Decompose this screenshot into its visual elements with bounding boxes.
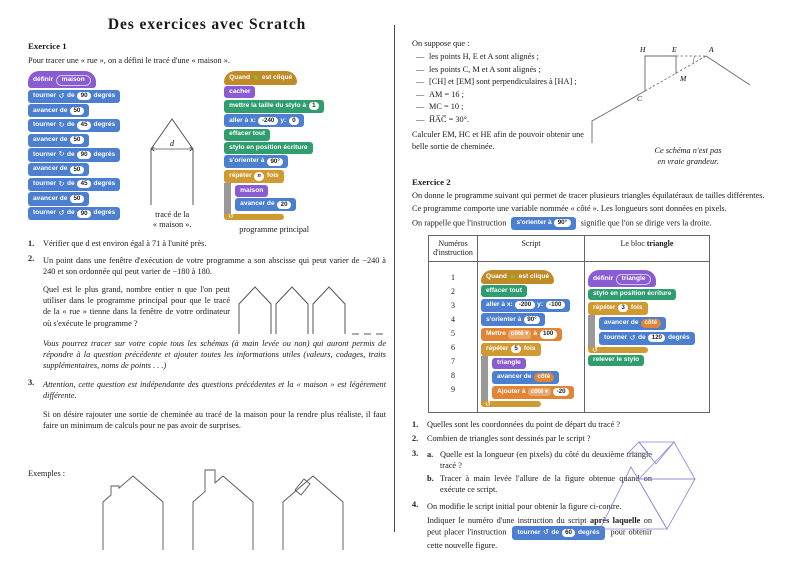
block-text: de bbox=[637, 333, 646, 341]
diagram-caption: Ce schéma n'est pas en vraie grandeur. bbox=[654, 146, 722, 166]
dash-marker: — bbox=[416, 64, 425, 74]
value-oval: 90 bbox=[77, 210, 91, 218]
question-3-warning: Attention, cette question est indépendante des questions précédentes et la « maison » est légèrement différente. bbox=[43, 379, 386, 401]
instruction-numbers-cell: 1 2 3 4 5 6 7 8 9 bbox=[429, 261, 478, 412]
question-2-paragraph-1: Un point dans une fenêtre d'exécution de votre programme a son abscisse qui peut varier de −240 à 240 et son ordonnée qui peut varier de −180 à 180. bbox=[43, 255, 386, 277]
scratch-c-block bbox=[224, 170, 324, 220]
hypothesis-item: — H̅A̅C̅ = 30°. bbox=[416, 114, 470, 124]
block-text: fois bbox=[266, 172, 279, 180]
block-text: avancer de bbox=[240, 200, 275, 208]
block-text: Quand bbox=[486, 273, 507, 281]
dash-marker: — bbox=[416, 77, 425, 87]
block-text: fois bbox=[523, 344, 536, 352]
block-text: avancer de bbox=[33, 106, 68, 114]
question-3a: a. Quelle est la longueur (en pixels) du côté du deuxième triangle tracé ? bbox=[427, 449, 652, 471]
ccw-icon: ↺ bbox=[629, 334, 636, 342]
block-text: avancer de bbox=[33, 165, 68, 173]
value-oval: 90 bbox=[77, 151, 91, 159]
scratch-block-blue bbox=[28, 148, 120, 161]
variable-reporter: côté bbox=[641, 319, 661, 327]
scratch-block-blue bbox=[224, 114, 304, 127]
variable-dropdown: côté ▾ bbox=[508, 330, 531, 338]
block-text: de bbox=[551, 528, 560, 536]
block-text: effacer tout bbox=[229, 130, 266, 138]
col-header-numbers: Numéros d'instruction bbox=[429, 235, 478, 261]
question-3-text: Si on désire rajouter une sortie de cheminée au tracé de la maison pour la rendre plus réaliste, il faut faire un minimum de calculs pour ne pas avoir de surprises. bbox=[43, 409, 386, 431]
block-text: répéter bbox=[229, 172, 252, 180]
main-program-column bbox=[224, 71, 324, 235]
scratch-block-blue bbox=[28, 207, 120, 220]
scratch-block-blue bbox=[511, 217, 575, 230]
scratch-block-blue bbox=[28, 90, 120, 103]
house-d-label: d bbox=[170, 138, 175, 148]
block-text: aller à x: bbox=[486, 300, 513, 308]
scratch-block-green bbox=[588, 355, 644, 367]
dash-marker: — bbox=[416, 102, 425, 112]
definition-name: triangle bbox=[616, 274, 652, 285]
triangle-block-cell bbox=[585, 261, 710, 412]
examples-label: Exemples : bbox=[28, 468, 66, 478]
block-text: de bbox=[66, 91, 75, 99]
value-oval: 120 bbox=[648, 334, 665, 342]
main-program-script bbox=[224, 71, 324, 220]
left-question-3 bbox=[28, 377, 386, 434]
point-A-label: A bbox=[709, 45, 714, 54]
scratch-block-blue bbox=[28, 119, 120, 132]
scratch-block-blue bbox=[599, 332, 695, 345]
question-4-body: Indiquer le numéro d'une instruction du script après laquelle on peut placer l'instruction tourner ↺ de 60 degrés pour obtenir cette nouvelle figure. bbox=[427, 515, 653, 550]
point-H-label: H bbox=[640, 45, 646, 54]
scratch-block-blue bbox=[235, 198, 296, 211]
value-oval: 3 bbox=[618, 304, 628, 312]
block-text: s'orienter à bbox=[229, 157, 265, 165]
block-text: y: bbox=[280, 116, 287, 124]
value-oval: 20 bbox=[277, 201, 291, 209]
maison-definition-script bbox=[28, 71, 120, 235]
scratch-block-green bbox=[224, 100, 324, 113]
block-text: est cliqué bbox=[518, 273, 550, 281]
col-header-triangle: Le bloc triangle bbox=[585, 235, 710, 261]
question-3b: b. Tracer à main levée l'allure de la figure obtenue quand on exécute ce script. bbox=[427, 473, 652, 495]
c-block-body bbox=[224, 183, 324, 214]
hypotheses-text bbox=[412, 36, 584, 168]
question-number: 3. bbox=[28, 377, 35, 387]
left-question-2 bbox=[28, 253, 386, 374]
scratch-block-blue bbox=[492, 371, 559, 384]
scratch-block-purple bbox=[224, 86, 255, 98]
chimney-diagram bbox=[588, 36, 788, 144]
exercise1-intro: Pour tracer une « rue », on a défini le tracé d'une « maison ». bbox=[28, 55, 230, 65]
block-text: degrés bbox=[93, 91, 116, 99]
point-C-label: C bbox=[637, 94, 643, 103]
block-text: avancer de bbox=[33, 135, 68, 143]
definition-name: maison bbox=[56, 75, 91, 86]
page-title: Des exercices avec Scratch bbox=[107, 16, 307, 33]
variable-reporter: côté bbox=[534, 373, 554, 381]
block-text: s'orienter à bbox=[486, 315, 522, 323]
value-oval: -200 bbox=[515, 301, 534, 309]
right-page bbox=[412, 0, 786, 556]
scratch-block-blue bbox=[224, 155, 288, 168]
flag-icon: ⚑ bbox=[509, 272, 517, 282]
block-text: Mettre bbox=[486, 330, 506, 338]
block-text: triangle bbox=[497, 359, 521, 367]
block-text: tourner bbox=[33, 180, 57, 188]
hypotheses-list bbox=[416, 51, 584, 125]
point-E-label: E bbox=[672, 45, 677, 54]
block-text: mettre la taille du stylo à bbox=[229, 101, 307, 109]
scratch-block-purple bbox=[235, 185, 268, 197]
value-oval: 50 bbox=[70, 195, 84, 203]
main-program-caption: programme principal bbox=[239, 224, 310, 234]
scratch-block-purple bbox=[28, 71, 96, 88]
value-oval: 90° bbox=[524, 316, 540, 324]
right-question-4: 4. On modifie le script initial pour obtenir la figure ci-contre. Indiquer le numéro d'une instruction du script après laquelle on peut placer l'instruction tourner ↺ de 60 degrés pour obtenir cette nouvelle figure. bbox=[412, 500, 653, 550]
suppose-intro: On suppose que : bbox=[412, 39, 470, 48]
block-text: de bbox=[66, 180, 75, 188]
block-text: de bbox=[66, 121, 75, 129]
scratch-block-purple bbox=[492, 358, 526, 370]
script-cell bbox=[478, 261, 585, 412]
question-text: Vérifier que d est environ égal à 71 à l'unité près. bbox=[43, 239, 207, 249]
scratch-block-green bbox=[588, 289, 676, 301]
block-text: degrés bbox=[93, 150, 116, 158]
block-text: tourner bbox=[33, 209, 57, 217]
block-text: avancer de bbox=[33, 194, 68, 202]
right-question-1: 1. Quelles sont les coordonnées du point de départ du tracé ? bbox=[412, 419, 621, 429]
ccw-icon: ↺ bbox=[58, 210, 65, 218]
block-text: degrés bbox=[667, 333, 690, 341]
value-oval: 90° bbox=[554, 219, 570, 227]
house-figure-column bbox=[128, 107, 216, 235]
script-table bbox=[428, 235, 710, 413]
value-oval: -20 bbox=[553, 388, 569, 396]
value-oval: -240 bbox=[258, 117, 277, 125]
block-text: tourner bbox=[517, 528, 541, 536]
hypothesis-item: — les points H, E et A sont alignés ; bbox=[416, 52, 539, 62]
scratch-block-blue bbox=[481, 313, 545, 326]
orient-block-inline bbox=[511, 217, 575, 230]
value-oval: 50 bbox=[70, 107, 84, 115]
scratch-block-control bbox=[588, 302, 648, 315]
page-divider bbox=[394, 25, 395, 532]
value-oval: 100 bbox=[540, 330, 557, 338]
house-figure bbox=[139, 107, 205, 207]
block-text: répéter bbox=[486, 344, 509, 352]
table-body-row bbox=[429, 261, 710, 412]
dash-marker: — bbox=[416, 114, 425, 124]
value-oval: 60 bbox=[562, 529, 576, 537]
scratch-c-block bbox=[588, 302, 706, 354]
hypothesis-item: — les points C, M et A sont alignés ; bbox=[416, 64, 541, 74]
block-text: relever le stylo bbox=[593, 356, 640, 364]
block-text: tourner bbox=[33, 91, 57, 99]
scratch-block-green bbox=[224, 129, 270, 141]
scratch-block-blue bbox=[28, 192, 89, 205]
hypotheses-section bbox=[412, 36, 786, 168]
value-oval: 45 bbox=[77, 180, 91, 188]
exercise2-paragraph-1: On donne le programme suivant qui permet de tracer plusieurs triangles équilatéraux de tailles différentes. bbox=[412, 190, 765, 200]
house-caption: tracé de la « maison ». bbox=[152, 209, 192, 230]
exercise2-questions bbox=[412, 419, 786, 553]
block-text: Ajouter à bbox=[497, 387, 526, 395]
cw-icon: ↻ bbox=[58, 151, 65, 159]
exercise1-blocks-row bbox=[28, 71, 386, 235]
value-oval: 5 bbox=[511, 345, 521, 353]
block-text: stylo en position écriture bbox=[593, 290, 672, 298]
block-text: répéter bbox=[593, 303, 616, 311]
value-oval: 0 bbox=[289, 117, 299, 125]
scratch-block-blue bbox=[28, 104, 89, 117]
scratch-block-var bbox=[492, 386, 574, 399]
block-text: maison bbox=[240, 186, 264, 194]
question-number: 2. bbox=[28, 253, 35, 263]
right-question-3: 3. a. Quelle est la longueur (en pixels) du côté du deuxième triangle tracé ? b. Tracer à main levée l'allure de la figure obtenue quand on exécute ce script. bbox=[412, 448, 652, 495]
loop-arrow-icon: ↺ bbox=[224, 214, 284, 220]
scratch-block-var bbox=[481, 328, 562, 341]
scratch-block-green bbox=[224, 142, 312, 154]
turn-60-block-inline bbox=[512, 526, 604, 539]
block-text: avancer de bbox=[604, 319, 639, 327]
rue-figure bbox=[236, 282, 386, 336]
question-2-paragraph-2: Quel est le plus grand, nombre entier n que l'on peut utiliser dans le programme principal pour que le tracé de la « rue » tienne dans la fenêtre de votre ordinateur où s'exécute le programme ? bbox=[43, 284, 230, 328]
left-page bbox=[28, 0, 386, 552]
block-text: de bbox=[66, 150, 75, 158]
ccw-icon: ↺ bbox=[542, 529, 549, 537]
exercise2-paragraph-3: On rappelle que l'instruction s'orienter à 90° signifie que l'on se dirige vers la droite. bbox=[412, 217, 786, 230]
scratch-block-green bbox=[481, 285, 527, 297]
value-oval: 1 bbox=[309, 102, 319, 110]
scratch-block-event bbox=[481, 270, 554, 284]
question-body bbox=[43, 377, 386, 434]
value-oval: n bbox=[254, 172, 264, 180]
hypothesis-item: — MC = 10 ; bbox=[416, 102, 464, 112]
block-text: y: bbox=[537, 300, 544, 308]
scratch-block-blue bbox=[512, 526, 604, 539]
block-text: degrés bbox=[93, 121, 116, 129]
scratch-block-blue bbox=[599, 317, 666, 330]
block-text: définir bbox=[593, 274, 614, 282]
question-number: 1. bbox=[28, 239, 35, 249]
block-text: de bbox=[66, 209, 75, 217]
table-header-row bbox=[429, 235, 710, 261]
hypothesis-item: — AM = 16 ; bbox=[416, 89, 464, 99]
exercise2-heading: Exercice 2 bbox=[412, 176, 451, 187]
question-2-note: Vous pourrez tracer sur votre copie tous les schémas (à main levée ou non) qui auront permis de répondre à la question précédente et ajouter toutes les informations utiles (valeurs, codages, traits supplémentaires, noms de points . . .) bbox=[43, 338, 386, 371]
block-text: avancer de bbox=[497, 373, 532, 381]
block-text: à bbox=[533, 330, 538, 338]
scratch-block-purple bbox=[588, 270, 656, 287]
scratch-block-blue bbox=[28, 178, 120, 191]
value-oval: 45 bbox=[77, 121, 91, 129]
block-text: cacher bbox=[229, 87, 251, 95]
scratch-block-control bbox=[224, 170, 284, 183]
examples-figure bbox=[93, 466, 355, 552]
ccw-icon: ↺ bbox=[58, 92, 65, 100]
dash-marker: — bbox=[416, 89, 425, 99]
value-oval: 90 bbox=[77, 92, 91, 100]
variable-dropdown: côté ▾ bbox=[528, 388, 551, 396]
cw-icon: ↻ bbox=[58, 122, 65, 130]
left-question-1 bbox=[28, 238, 386, 249]
loop-arrow-icon: ↺ bbox=[588, 347, 648, 353]
value-oval: 90° bbox=[267, 158, 283, 166]
block-text: degrés bbox=[93, 209, 116, 217]
block-text: fois bbox=[630, 303, 643, 311]
flag-icon: ⚑ bbox=[252, 73, 260, 83]
exercise1-heading: Exercice 1 bbox=[28, 41, 67, 52]
block-text: s'orienter à bbox=[516, 218, 552, 226]
question-4-intro: On modifie le script initial pour obtenir la figure ci-contre. bbox=[427, 502, 622, 512]
scratch-block-blue bbox=[28, 134, 89, 147]
value-oval: -100 bbox=[546, 301, 565, 309]
block-text: Quand bbox=[229, 74, 251, 82]
block-text: aller à x: bbox=[229, 116, 256, 124]
block-text: degrés bbox=[93, 180, 116, 188]
chimney-diagram-column bbox=[588, 36, 788, 168]
scratch-block-control bbox=[481, 343, 541, 356]
loop-arrow-icon: ↺ bbox=[481, 401, 541, 407]
block-text: effacer tout bbox=[486, 286, 522, 294]
scratch-block-event bbox=[224, 71, 297, 85]
cw-icon: ↻ bbox=[58, 180, 65, 188]
c-block-body bbox=[588, 315, 706, 347]
block-text: stylo en position écriture bbox=[229, 143, 308, 151]
examples-section bbox=[28, 466, 386, 552]
block-text: degrés bbox=[577, 528, 600, 536]
c-block-body bbox=[481, 356, 581, 402]
block-text: tourner bbox=[33, 121, 57, 129]
block-text: tourner bbox=[604, 333, 628, 341]
block-text: définir bbox=[33, 75, 54, 83]
dash-marker: — bbox=[416, 52, 425, 62]
hypothesis-item: — [CH] et [EM] sont perpendiculaires à [HA] ; bbox=[416, 77, 577, 87]
col-header-script: Script bbox=[478, 235, 585, 261]
triangles-figure bbox=[600, 431, 700, 533]
value-oval: 50 bbox=[70, 136, 84, 144]
exercise2-paragraph-2: Ce programme comporte une variable nommée « côté ». Les longueurs sont données en pixels. bbox=[412, 204, 727, 214]
value-oval: 50 bbox=[70, 166, 84, 174]
scratch-c-block bbox=[481, 343, 581, 408]
question-body bbox=[43, 253, 386, 374]
block-text: est cliqué bbox=[261, 74, 293, 82]
point-M-label: M bbox=[680, 74, 687, 83]
block-text: tourner bbox=[33, 150, 57, 158]
calc-instruction: Calculer EM, HC et HE afin de pouvoir obtenir une belle sortie de cheminée. bbox=[412, 130, 584, 151]
right-question-2: 2. Combien de triangles sont dessinés par le script ? bbox=[412, 434, 591, 444]
scratch-block-blue bbox=[481, 299, 570, 312]
scratch-block-blue bbox=[28, 163, 89, 176]
